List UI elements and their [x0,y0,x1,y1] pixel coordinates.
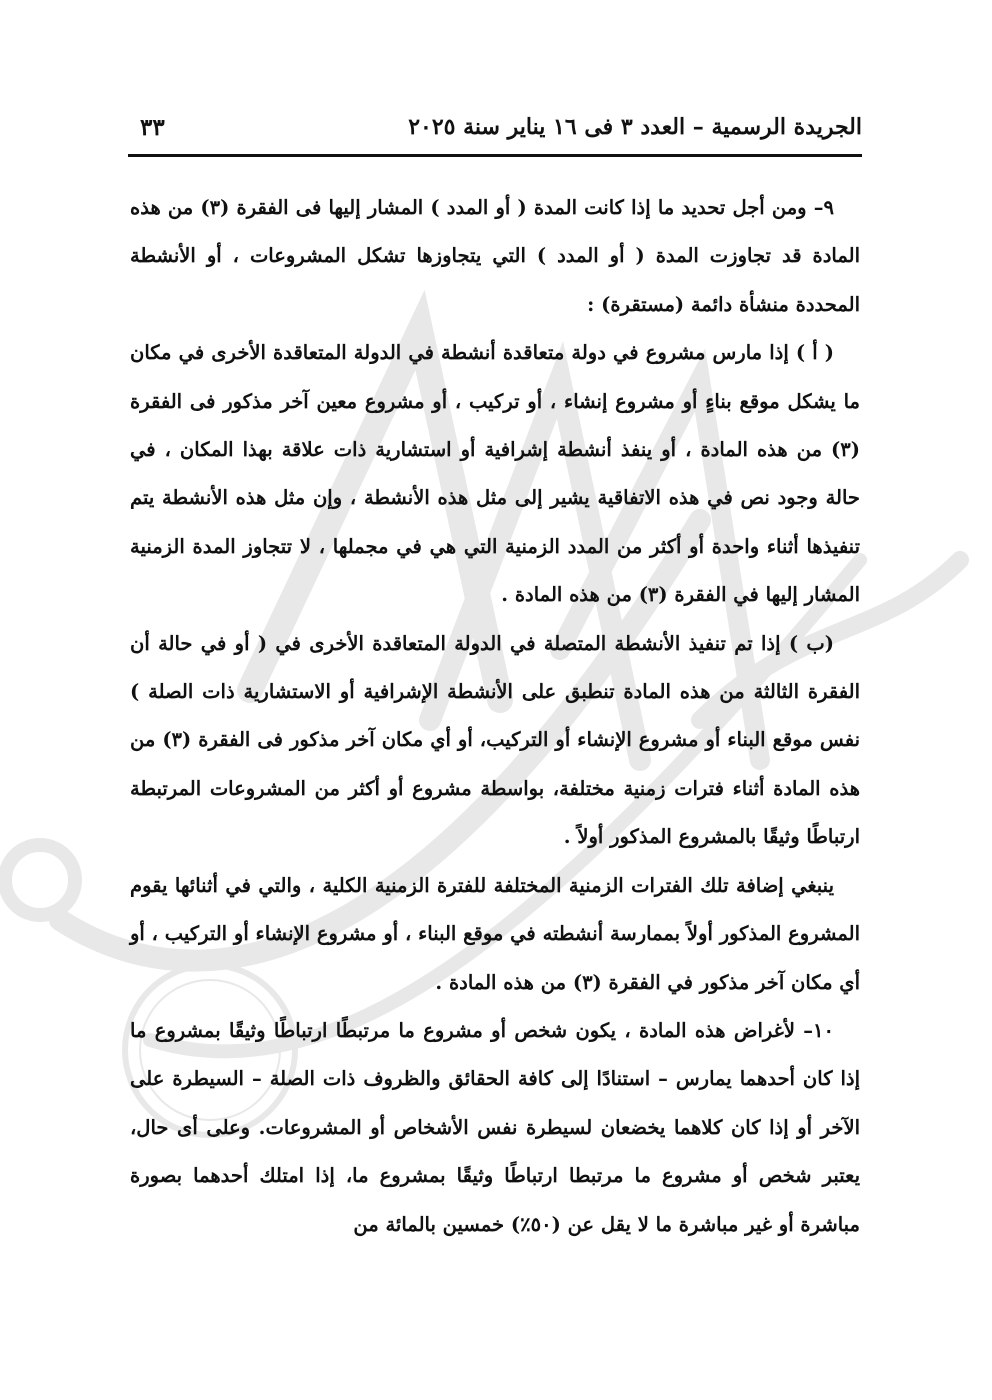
paragraph-9b: (ب ) إذا تم تنفيذ الأنشطة المتصلة في الدولة المتعاقدة الأخرى في ( أو في حالة أن الفقرة الثالثة من هذه المادة تنطبق على الأنشطة الإشرافية أو الاستشارية ذات الصلة ) نفس موقع البناء أو مشروع الإنشاء أو التركيب، أو أي مكان آخر مذكور فى الفقرة (٣) من هذه المادة أثناء فترات زمنية مختلفة، بواسطة مشروع أو أكثر من المشروعات المرتبطة ارتباطًا وثيقًا بالمشروع المذكور أولاً . [130,631,860,849]
header-divider [128,154,862,157]
paragraph-9-addendum: ينبغي إضافة تلك الفترات الزمنية المختلفة للفترة الزمنية الكلية ، والتي في أثنائها يقوم المشروع المذكور أولاً بممارسة أنشطته في موقع البناء ، أو مشروع الإنشاء أو التركيب ، أو أي مكان آخر مذكور في الفقرة (٣) من هذه المادة . [130,873,860,994]
page-header [128,110,862,154]
paragraph-9: ٩– ومن أجل تحديد ما إذا كانت المدة ( أو المدد ) المشار إليها فى الفقرة (٣) من هذه المادة قد تجاوزت المدة ( أو المدد ) التي يتجاوزها تشكل المشروعات ، أو الأنشطة المحددة منشأة دائمة (مستقرة) : [130,196,860,316]
gazette-title: الجريدة الرسمية – العدد ٣ فى ١٦ يناير سنة ٢٠٢٥ [408,114,862,140]
document-body [130,184,860,1249]
paragraph-10: ١٠– لأغراض هذه المادة ، يكون شخص أو مشروع ما مرتبطًا ارتباطًا وثيقًا بمشروع ما إذا كان أحدهما يمارس – استنادًا إلى كافة الحقائق والظروف ذات الصلة – السيطرة على الآخر أو إذا كان كلاهما يخضعان لسيطرة نفس الأشخاص أو المشروعات. وعلى أى حال، يعتبر شخص أو مشروع ما مرتبطا ارتباطًا وثيقًا بمشروع ما، إذا امتلك أحدهما بصورة مباشرة أو غير مباشرة ما لا يقل عن (٥٠٪) خمسين بالمائة من [130,1018,860,1236]
page-number: ٣٣ [140,114,165,141]
paragraph-9a: ( أ ) إذا مارس مشروع في دولة متعاقدة أنشطة في الدولة المتعاقدة الأخرى في مكان ما يشكل موقع بناءٍ أو مشروع إنشاء ، أو تركيب ، أو مشروع معين آخر مذكور فى الفقرة (٣) من هذه المادة ، أو ينفذ أنشطة إشرافية أو استشارية ذات علاقة بهذا المكان ، في حالة وجود نص في هذه الاتفاقية يشير إلى مثل هذه الأنشطة ، وإن مثل هذه الأنشطة يتم تنفيذها أثناء واحدة أو أكثر من المدد الزمنية التي هي في مجملها ، لا تتجاوز المدة الزمنية المشار إليها في الفقرة (٣) من هذه المادة . [130,341,860,607]
